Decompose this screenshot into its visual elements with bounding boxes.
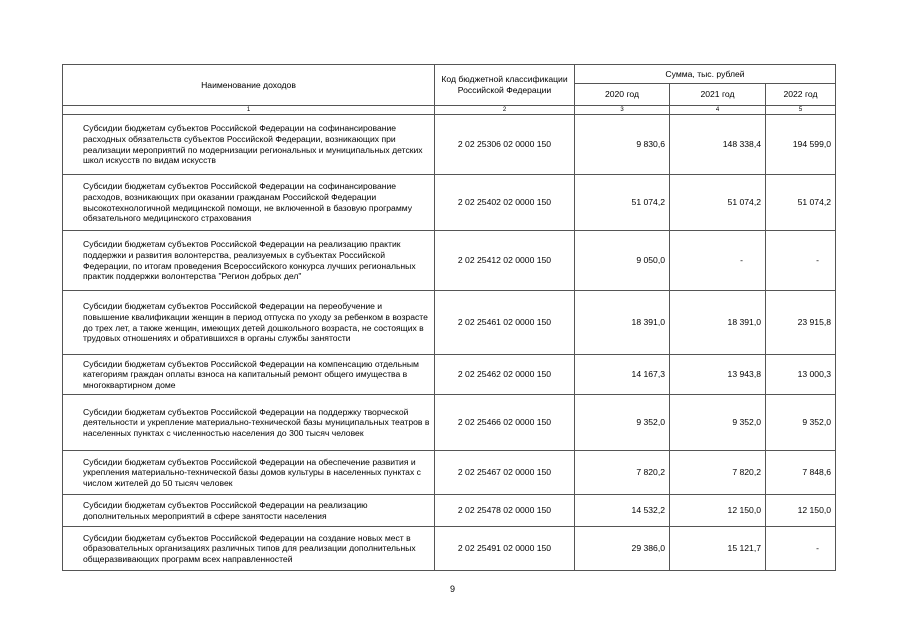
header-index-3: 3	[575, 106, 670, 115]
row-code: 2 02 25466 02 0000 150	[435, 395, 575, 451]
row-code: 2 02 25402 02 0000 150	[435, 175, 575, 231]
row-name: Субсидии бюджетам субъектов Российской Федерации на компенсацию отдельным категориям граждан оплаты взноса на капитальный ремонт общего имущества в многоквартирном доме	[63, 355, 435, 395]
revenue-table-sheet	[62, 64, 835, 571]
row-name: Субсидии бюджетам субъектов Российской Федерации на софинансирование расходных обязательств субъектов Российской Федерации, возникающих при реализации мероприятий по модернизации региональных и муниципальных детских школ искусств по видам искусств	[63, 115, 435, 175]
row-code: 2 02 25461 02 0000 150	[435, 291, 575, 355]
row-name: Субсидии бюджетам субъектов Российской Федерации на реализацию практик поддержки и развития волонтерства, реализуемых в субъектах Российской Федерации, по итогам проведения Всероссийского конкурса лучших региональных практик поддержки волонтерства "Регион добрых дел"	[63, 231, 435, 291]
row-2020: 29 386,0	[575, 527, 670, 571]
row-2022: 9 352,0	[766, 395, 836, 451]
row-name: Субсидии бюджетам субъектов Российской Федерации на софинансирование расходов, возникающих при оказании гражданам Российской Федерации высокотехнологичной медицинской помощи, не включенной в базовую программу обязательного медицинского страхования	[63, 175, 435, 231]
row-2021: 9 352,0	[670, 395, 766, 451]
row-2020: 18 391,0	[575, 291, 670, 355]
row-2022: -	[766, 527, 836, 571]
header-code: Код бюджетной классификации Российской Федерации	[435, 65, 575, 106]
row-2022: 13 000,3	[766, 355, 836, 395]
row-code: 2 02 25412 02 0000 150	[435, 231, 575, 291]
row-2020: 14 167,3	[575, 355, 670, 395]
table-row	[63, 175, 836, 231]
header-year-2021: 2021 год	[670, 84, 766, 106]
header-name: Наименование доходов	[63, 65, 435, 106]
row-2020: 9 830,6	[575, 115, 670, 175]
row-2022: 12 150,0	[766, 495, 836, 527]
row-code: 2 02 25491 02 0000 150	[435, 527, 575, 571]
header-sum: Сумма, тыс. рублей	[575, 65, 836, 84]
row-code: 2 02 25467 02 0000 150	[435, 451, 575, 495]
row-2022: 23 915,8	[766, 291, 836, 355]
row-name: Субсидии бюджетам субъектов Российской Федерации на создание новых мест в образовательных организациях различных типов для реализации дополнительных общеразвивающих программ всех направленностей	[63, 527, 435, 571]
header-index-1: 1	[63, 106, 435, 115]
row-2020: 14 532,2	[575, 495, 670, 527]
header-year-2020: 2020 год	[575, 84, 670, 106]
header-index-2: 2	[435, 106, 575, 115]
table-row	[63, 451, 836, 495]
header-index-4: 4	[670, 106, 766, 115]
row-name: Субсидии бюджетам субъектов Российской Федерации на реализацию дополнительных мероприятий в сфере занятости населения	[63, 495, 435, 527]
table-row	[63, 527, 836, 571]
row-2021: 7 820,2	[670, 451, 766, 495]
row-code: 2 02 25462 02 0000 150	[435, 355, 575, 395]
row-2021: 18 391,0	[670, 291, 766, 355]
table-row	[63, 395, 836, 451]
row-2021: 15 121,7	[670, 527, 766, 571]
row-2022: 194 599,0	[766, 115, 836, 175]
revenue-table	[62, 64, 836, 571]
row-2021: 12 150,0	[670, 495, 766, 527]
row-name: Субсидии бюджетам субъектов Российской Федерации на поддержку творческой деятельности и укрепление материально-технической базы муниципальных театров в населенных пунктах с численностью населения до 300 тысяч человек	[63, 395, 435, 451]
row-2020: 7 820,2	[575, 451, 670, 495]
row-code: 2 02 25306 02 0000 150	[435, 115, 575, 175]
table-row	[63, 231, 836, 291]
table-row	[63, 115, 836, 175]
row-2021: 13 943,8	[670, 355, 766, 395]
row-name: Субсидии бюджетам субъектов Российской Федерации на переобучение и повышение квалификации женщин в период отпуска по уходу за ребенком в возрасте до трех лет, а также женщин, имеющих детей дошкольного возраста, не состоящих в трудовых отношениях и обратившихся в органы службы занятости	[63, 291, 435, 355]
page-number: 9	[449, 584, 455, 594]
row-2021: 51 074,2	[670, 175, 766, 231]
table-row	[63, 291, 836, 355]
header-year-2022: 2022 год	[766, 84, 836, 106]
header-index-5: 5	[766, 106, 836, 115]
row-2022: 51 074,2	[766, 175, 836, 231]
row-2020: 51 074,2	[575, 175, 670, 231]
row-2021: 148 338,4	[670, 115, 766, 175]
row-2021: -	[670, 231, 766, 291]
table-row	[63, 355, 836, 395]
row-name: Субсидии бюджетам субъектов Российской Федерации на обеспечение развития и укрепления материально-технической базы домов культуры в населенных пунктах с числом жителей до 50 тысяч человек	[63, 451, 435, 495]
row-2020: 9 352,0	[575, 395, 670, 451]
row-2020: 9 050,0	[575, 231, 670, 291]
row-code: 2 02 25478 02 0000 150	[435, 495, 575, 527]
table-row	[63, 495, 836, 527]
row-2022: -	[766, 231, 836, 291]
row-2022: 7 848,6	[766, 451, 836, 495]
